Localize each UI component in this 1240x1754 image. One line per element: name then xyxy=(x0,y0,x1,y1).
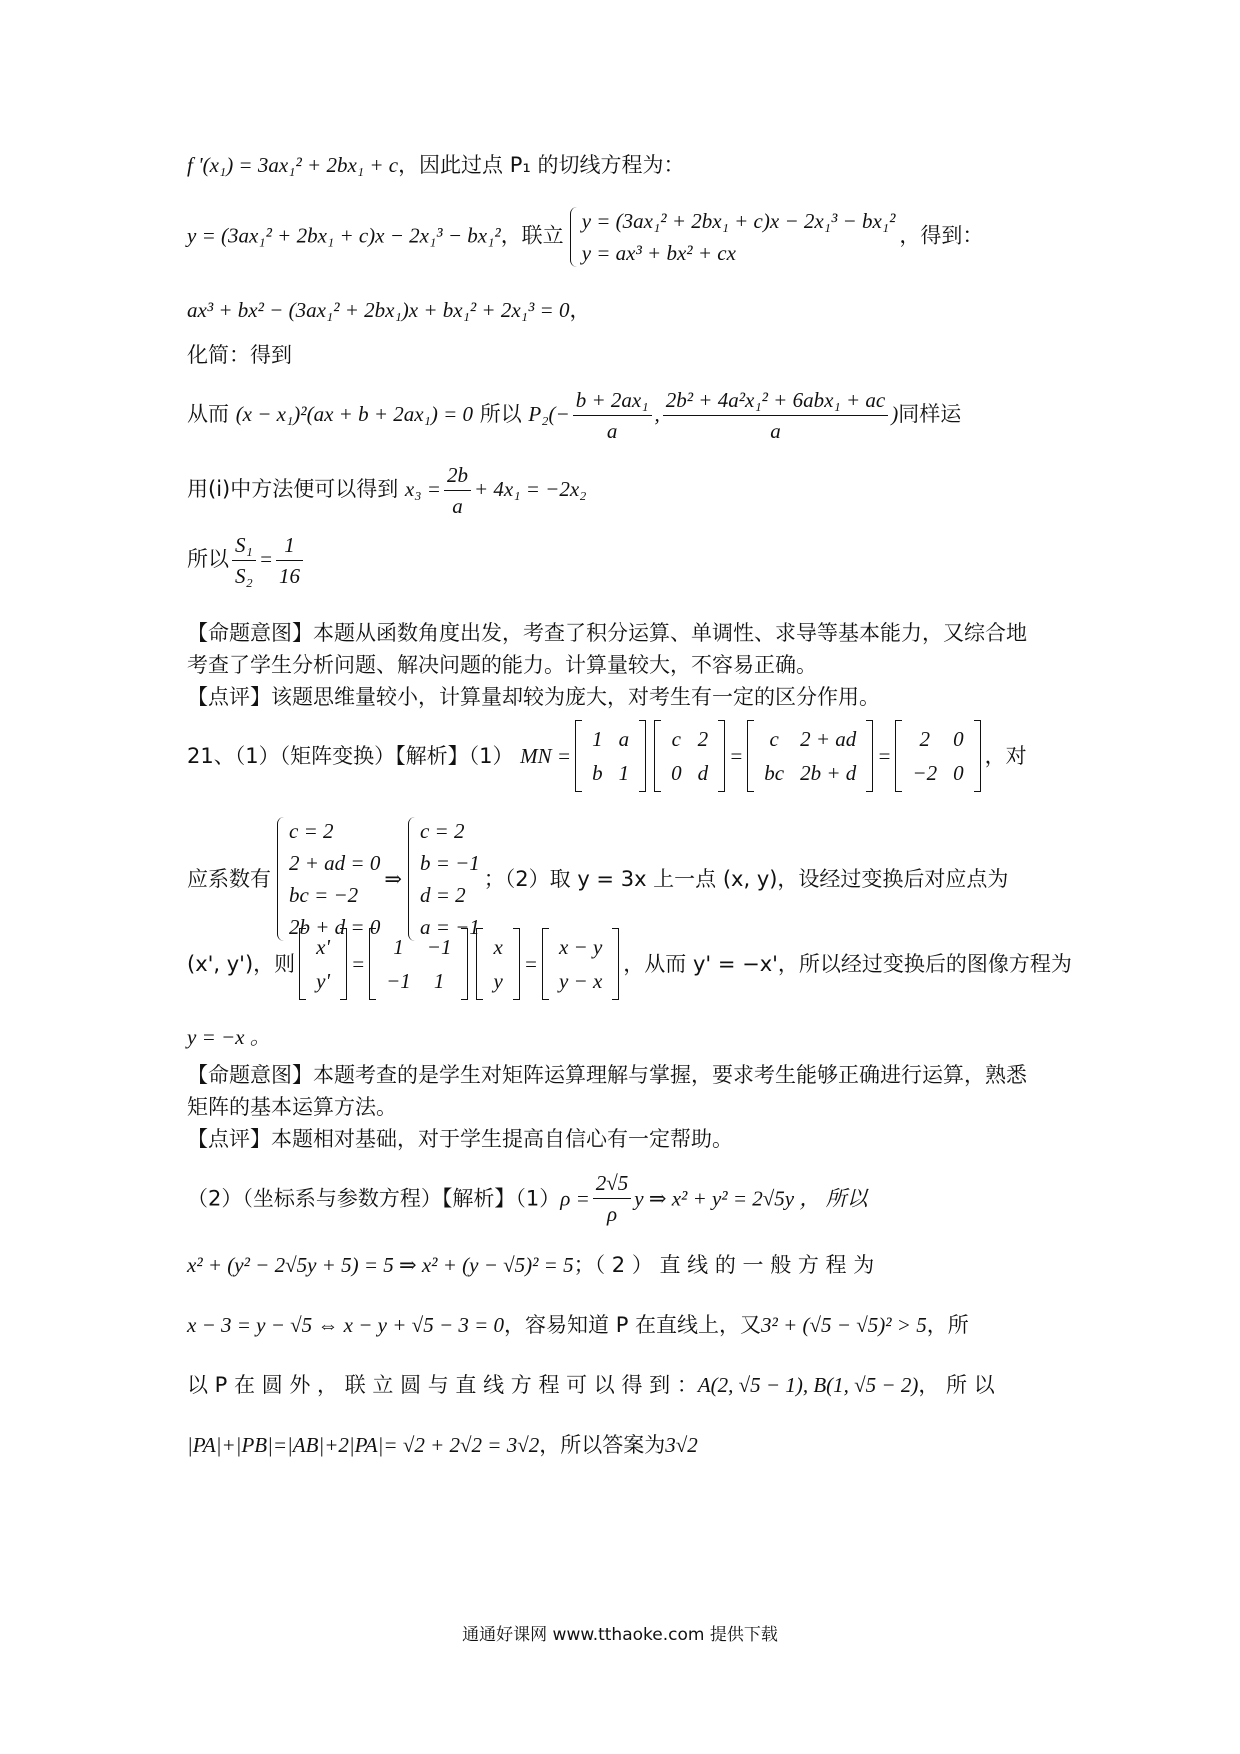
matrix-cell: −2 xyxy=(912,761,938,785)
cartesian-equation: y ⇒ x² + y² = 2√5y ， 所以 xyxy=(634,1186,868,1211)
x3-line xyxy=(187,460,1067,521)
inequality: 3² + (√5 − √5)² > 5 xyxy=(761,1313,927,1337)
intent-label: 【命题意图】 xyxy=(187,1063,313,1087)
so-text: 所以 xyxy=(479,402,522,426)
so-text: ， 所 以 xyxy=(918,1373,995,1397)
solution-eq: c = 2 xyxy=(419,819,465,843)
matrix-cell: 1 xyxy=(592,727,603,751)
solution-eq: b = −1 xyxy=(419,851,480,875)
x3-result: + 4x₁ = −2x₂ xyxy=(473,477,587,501)
system-eq: 2 + ad = 0 xyxy=(289,851,381,875)
equals-sign: = xyxy=(350,952,366,976)
comment-text: 本题相对基础，对于学生提高自信心有一定帮助。 xyxy=(271,1127,733,1151)
matrix-cell: b xyxy=(592,761,603,785)
q22-heading: （2）（坐标系与参数方程）【解析】（1） xyxy=(187,1186,561,1211)
image-equation: y = −x 。 xyxy=(187,1025,271,1049)
ratio-denominator: 16 xyxy=(278,564,300,588)
matrix-n xyxy=(654,720,725,792)
matrix-result xyxy=(895,720,980,792)
answer-text: ，所以答案为 xyxy=(539,1433,666,1457)
equation-system xyxy=(568,205,896,269)
intent-paragraph-1 xyxy=(187,618,1067,648)
s1-label: S₁ xyxy=(232,530,256,561)
circle-equation: x² + (y² − 2√5y + 5) = 5 ⇒ x² + (y − √5)² = 5 xyxy=(187,1253,574,1277)
p2-y-fraction xyxy=(663,385,888,446)
intent-paragraph-1-cont: 考查了学生分析问题、解决问题的能力。计算量较大，不容易正确。 xyxy=(187,653,817,677)
comment-label: 【点评】 xyxy=(187,685,271,709)
simplify-line: 化简：得到 xyxy=(187,343,292,367)
comma-text: ， xyxy=(569,298,591,322)
distance-sum: |PA|+|PB|=|AB|+2|PA|= √2 + 2√2 = 3√2 xyxy=(187,1433,540,1457)
matrix-cell: x − y xyxy=(558,935,603,959)
intent-paragraph-2-cont: 矩阵的基本运算方法。 xyxy=(187,1095,397,1119)
image-point-text: (x', y')，则 xyxy=(187,952,296,976)
comment-paragraph-2 xyxy=(187,1124,1067,1154)
p2-close: ) xyxy=(891,402,899,426)
system-eq: c = 2 xyxy=(289,819,334,843)
ratio-value-fraction xyxy=(276,530,303,591)
p2-y-denominator: a xyxy=(770,419,781,443)
matrix-cell: −1 xyxy=(426,935,452,959)
matrix-cell: bc xyxy=(764,761,785,785)
page-footer: 通通好课网 www.tthaoke.com 提供下载 xyxy=(462,1625,778,1645)
tangent-equation-line xyxy=(187,205,1067,269)
matrix-cell: −1 xyxy=(386,969,411,993)
method-text: 用(i)中方法便可以得到 xyxy=(187,477,399,501)
comment-paragraph-1 xyxy=(187,682,1067,712)
tangent-intro-text: ，因此过点 P₁ 的切线方程为： xyxy=(398,153,685,177)
matrix-m xyxy=(575,720,646,792)
vector-result xyxy=(542,928,619,1000)
intersection-points: A(2, √5 − 1), B(1, √5 − 2) xyxy=(697,1373,919,1397)
line-equation: x − 3 = y − √5 ⇔ x − y + √5 − 3 = 0 xyxy=(187,1313,505,1337)
matrix-cell: 1 xyxy=(618,761,630,785)
implies-arrow: ⇒ xyxy=(384,867,402,891)
matrix-cell: c xyxy=(671,727,681,751)
p2-line xyxy=(187,385,1067,446)
s2-label: S₂ xyxy=(235,564,253,588)
q22-polar-line xyxy=(187,1168,1067,1238)
image-equation-text: ，从而 y' = −x'，所以经过变换后的图像方程为 xyxy=(623,952,1072,976)
system-eq: bc = −2 xyxy=(289,883,359,907)
same-method-text: 同样运 xyxy=(898,402,962,426)
system-eq: 2b + d = 0 xyxy=(289,915,381,939)
p-on-line-text: ，容易知道 P 在直线上，又 xyxy=(504,1313,762,1337)
q22-circle-line xyxy=(187,1250,1067,1280)
therefore-text: 所以 xyxy=(187,547,229,571)
ratio-line xyxy=(187,530,1067,591)
matrix-cell: a xyxy=(618,727,630,751)
matrix-cell: 1 xyxy=(393,935,404,959)
x3-numerator: 2b xyxy=(444,460,471,491)
combined-equation: ax³ + bx² − (3ax₁² + 2bx₁)x + bx₁² + 2x₁³ = 0 xyxy=(187,298,570,322)
polar-denominator: ρ xyxy=(606,1202,618,1226)
thus-text: 从而 xyxy=(187,402,229,426)
polar-fraction xyxy=(593,1168,632,1229)
final-answer: 3√2 xyxy=(665,1433,698,1457)
solution-system xyxy=(406,815,480,943)
x3-fraction xyxy=(444,460,471,521)
solution-eq: d = 2 xyxy=(419,883,466,907)
matrix-cell: 0 xyxy=(953,761,964,785)
matrix-cell: 2 xyxy=(697,727,709,751)
part2-text: ；（2）取 y = 3x 上一点 (x, y)，设经过变换后对应点为 xyxy=(483,867,1009,891)
q22-answer-line xyxy=(187,1430,1067,1460)
system-eq-1: y = (3ax₁² + 2bx₁ + c)x − 2x₁³ − bx₁² xyxy=(581,209,896,233)
derivative-line xyxy=(187,150,1067,180)
rho-label: ρ = xyxy=(560,1186,590,1211)
equals-sign: = xyxy=(877,744,892,768)
intent-label: 【命题意图】 xyxy=(187,621,313,645)
area-ratio-fraction xyxy=(232,530,256,591)
equals-sign: = xyxy=(729,744,744,768)
p2-x-denominator: a xyxy=(606,419,618,443)
vector-image xyxy=(299,928,347,1000)
so-text: ，所 xyxy=(926,1313,969,1337)
matrix-cell: 2b + d xyxy=(800,761,857,785)
outside-circle-text: 以 P 在 圆 外 ， 联 立 圆 与 直 线 方 程 可 以 得 到 ： xyxy=(187,1373,698,1397)
mn-label: MN = xyxy=(520,744,572,768)
matrix-cell: y' xyxy=(316,969,330,993)
polar-numerator: 2√5 xyxy=(593,1168,632,1199)
equals-sign: = xyxy=(523,952,538,976)
p2-y-numerator: 2b² + 4a²x₁² + 6abx₁ + ac xyxy=(663,385,888,416)
q22-intersection-line xyxy=(187,1370,1067,1400)
q21-heading: 21、（1）（矩阵变换）【解析】（1） xyxy=(187,744,514,768)
p2-x-numerator: b + 2ax₁ xyxy=(573,385,652,416)
x3-label: x₃ = xyxy=(404,477,441,501)
line-general-text: ；（ 2 ） 直 线 的 一 般 方 程 为 xyxy=(573,1253,875,1277)
coefficient-text: 应系数有 xyxy=(187,867,271,891)
p2-x-fraction xyxy=(573,385,652,446)
simultaneous-text: ，联立 xyxy=(500,223,564,248)
matrix-cell: y xyxy=(493,969,503,993)
obtain-text: ，得到： xyxy=(899,223,984,248)
matrix-cell: x xyxy=(493,935,503,959)
coefficient-system xyxy=(275,815,380,943)
comment-label: 【点评】 xyxy=(187,1127,271,1151)
q21-matrix-line xyxy=(187,720,1067,800)
matrix-cell: 1 xyxy=(433,969,445,993)
intent-text-1: 本题从函数角度出发，考查了积分运算、单调性、求导等基本能力，又综合地 xyxy=(313,621,1027,645)
matrix-cell: d xyxy=(697,761,709,785)
matrix-cell: x' xyxy=(316,935,330,959)
tangent-equation: y = (3ax₁² + 2bx₁ + c)x − 2x₁³ − bx₁² xyxy=(187,223,501,248)
comment-text: 该题思维量较小，计算量却较为庞大，对考生有一定的区分作用。 xyxy=(271,685,880,709)
matrix-cell: 2 + ad xyxy=(800,727,857,751)
q21-transform-line xyxy=(187,928,1072,1008)
matrix-cell: y − x xyxy=(558,969,603,993)
correspond-text: ，对 xyxy=(984,744,1027,768)
p2-comma: , xyxy=(654,402,660,426)
ratio-numerator: 1 xyxy=(276,530,303,561)
combined-equation-line xyxy=(187,295,1067,325)
solution-eq: a = −1 xyxy=(419,915,480,939)
matrix-cell: 0 xyxy=(953,727,964,751)
matrix-product xyxy=(747,720,873,792)
matrix-cell: c xyxy=(769,727,779,751)
equals-sign: = xyxy=(258,547,273,571)
p2-label: P₂(− xyxy=(528,402,570,426)
q22-line-equation xyxy=(187,1310,1067,1340)
transform-matrix xyxy=(369,928,468,1000)
matrix-cell: 0 xyxy=(671,761,682,785)
matrix-cell: 2 xyxy=(919,727,930,751)
derivative-formula: f '(x₁) = 3ax₁² + 2bx₁ + c xyxy=(187,153,399,177)
factored-equation: (x − x₁)²(ax + b + 2ax₁) = 0 xyxy=(235,402,474,426)
vector-source xyxy=(476,928,519,1000)
system-eq-2: y = ax³ + bx² + cx xyxy=(581,241,736,265)
intent-text: 本题考查的是学生对矩阵运算理解与掌握，要求考生能够正确进行运算，熟悉 xyxy=(313,1063,1027,1087)
intent-paragraph-2 xyxy=(187,1060,1067,1090)
x3-denominator: a xyxy=(452,494,463,518)
